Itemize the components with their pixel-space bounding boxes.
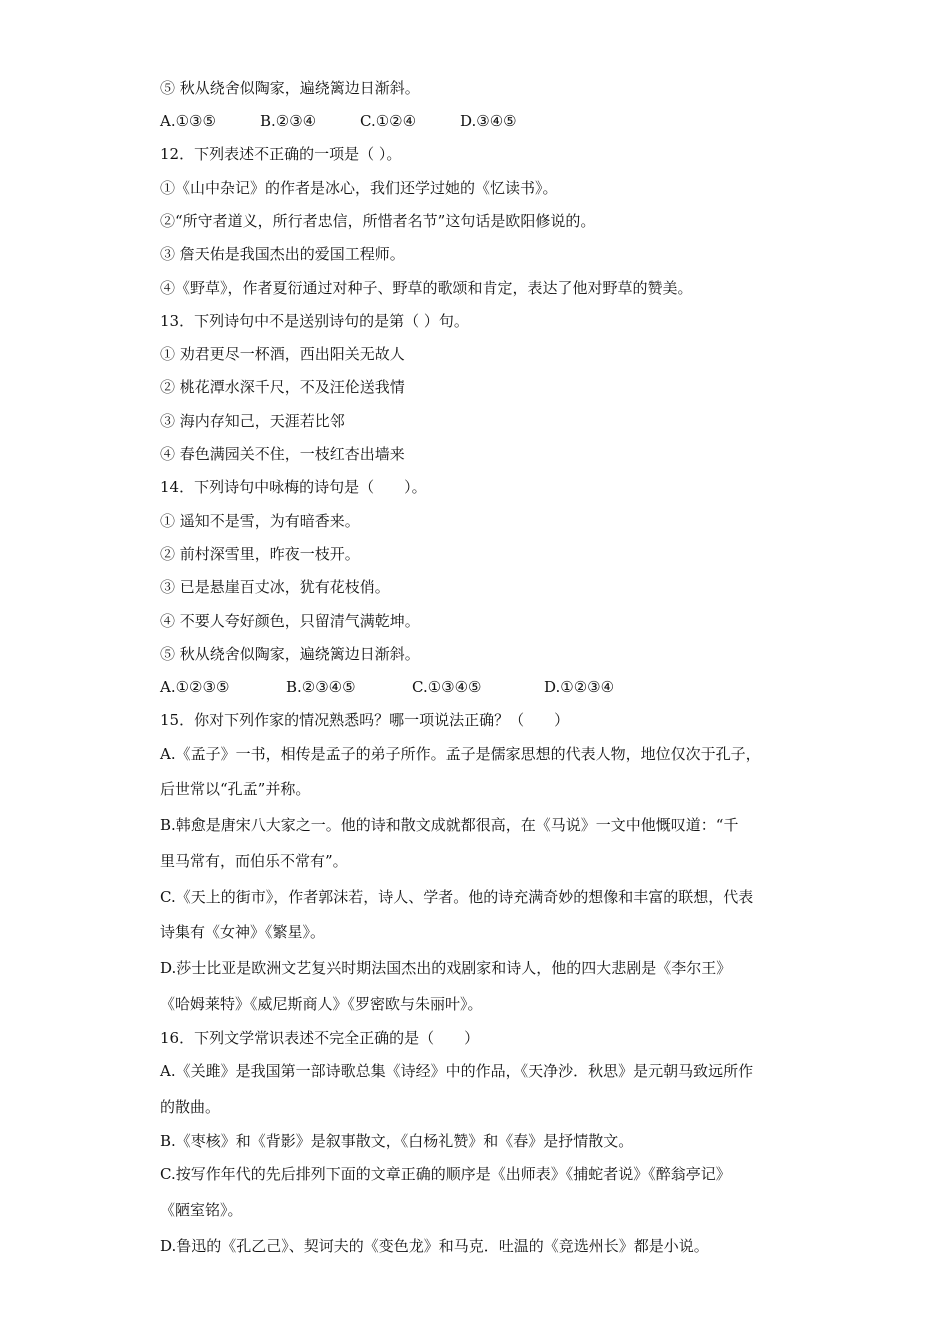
q15-option-a-line-1: A.《孟子》一书，相传是孟子的弟子所作。孟子是儒家思想的代表人物，地位仅次于孔子， [160, 745, 761, 763]
q14-line-3: ③ 已是悬崖百丈冰，犹有花枝俏。 [160, 578, 390, 596]
q12-statement-4: ④《野草》，作者夏衍通过对种子、野草的歌颂和肯定，表达了他对野草的赞美。 [160, 279, 693, 297]
poem-line-q11-5: ⑤ 秋从绕舍似陶家，遍绕篱边日渐斜。 [160, 79, 420, 97]
q14-line-5: ⑤ 秋从绕舍似陶家，遍绕篱边日渐斜。 [160, 645, 420, 663]
q12-statement-3: ③ 詹天佑是我国杰出的爱国工程师。 [160, 245, 405, 263]
q14-line-2: ② 前村深雪里，昨夜一枝开。 [160, 545, 360, 563]
q15-option-b-line-1: B.韩愈是唐宋八大家之一。他的诗和散文成就都很高，在《马说》一文中他慨叹道：“千 [160, 816, 739, 834]
q16-option-c-line-1: C.按写作年代的先后排列下面的文章正确的顺序是《出师表》《捕蛇者说》《醉翁亭记》 [160, 1165, 731, 1183]
option-d: D.①②③④ [544, 678, 615, 696]
q16-option-a-line-2: 的散曲。 [160, 1098, 221, 1116]
answer-options-q14 [160, 677, 800, 697]
q15-option-d-line-2: 《哈姆莱特》《威尼斯商人》《罗密欧与朱丽叶》。 [160, 995, 483, 1013]
q14-line-4: ④ 不要人夸好颜色，只留清气满乾坤。 [160, 612, 420, 630]
answer-options-q11 [160, 111, 800, 131]
q12-statement-2: ②“所守者道义，所行者忠信，所惜者名节”这句话是欧阳修说的。 [160, 212, 596, 230]
option-b: B.②③④ [260, 112, 317, 130]
q12-statement-1: ①《山中杂记》的作者是冰心，我们还学过她的《忆读书》。 [160, 179, 558, 197]
q15-option-c-line-1: C.《天上的街市》，作者郭沫若，诗人、学者。他的诗充满奇妙的想像和丰富的联想，代表 [160, 888, 754, 906]
q15-option-d-line-1: D.莎士比亚是欧洲文艺复兴时期法国杰出的戏剧家和诗人，他的四大悲剧是《李尔王》 [160, 959, 732, 977]
option-b: B.②③④⑤ [286, 678, 356, 696]
q16-option-b: B.《枣核》和《背影》是叙事散文，《白杨礼赞》和《春》是抒情散文。 [160, 1132, 634, 1150]
q13-line-4: ④ 春色满园关不住，一枝红杏出墙来 [160, 445, 405, 463]
q13-line-3: ③ 海内存知己，天涯若比邻 [160, 412, 345, 430]
q13-line-1: ① 劝君更尽一杯酒，西出阳关无故人 [160, 345, 405, 363]
option-a: A.①②③⑤ [160, 678, 230, 696]
q15-option-b-line-2: 里马常有，而伯乐不常有”。 [160, 852, 348, 870]
q14-line-1: ① 遥知不是雪，为有暗香来。 [160, 512, 360, 530]
q15-option-a-line-2: 后世常以“孔孟”并称。 [160, 780, 311, 798]
option-c: C.①③④⑤ [412, 678, 482, 696]
question-15: 15．你对下列作家的情况熟悉吗？哪一项说法正确？（ ） [160, 711, 570, 729]
option-a: A.①③⑤ [160, 112, 216, 130]
option-d: D.③④⑤ [460, 112, 517, 130]
question-12: 12．下列表述不正确的一项是（ ）。 [160, 145, 402, 163]
option-c: C.①②④ [360, 112, 417, 130]
q15-option-c-line-2: 诗集有《女神》《繁星》。 [160, 923, 326, 941]
q13-line-2: ② 桃花潭水深千尺，不及汪伦送我情 [160, 378, 405, 396]
question-13: 13．下列诗句中不是送别诗句的是第（ ）句。 [160, 312, 469, 330]
q16-option-d: D.鲁迅的《孔乙己》、契诃夫的《变色龙》和马克．吐温的《竞选州长》都是小说。 [160, 1237, 709, 1255]
q16-option-a-line-1: A.《关雎》是我国第一部诗歌总集《诗经》中的作品，《天净沙．秋思》是元朝马致远所作 [160, 1062, 754, 1080]
q16-option-c-line-2: 《陋室铭》。 [160, 1201, 243, 1219]
question-14: 14．下列诗句中咏梅的诗句是（ ）。 [160, 478, 427, 496]
question-16: 16．下列文学常识表述不完全正确的是（ ） [160, 1029, 480, 1047]
